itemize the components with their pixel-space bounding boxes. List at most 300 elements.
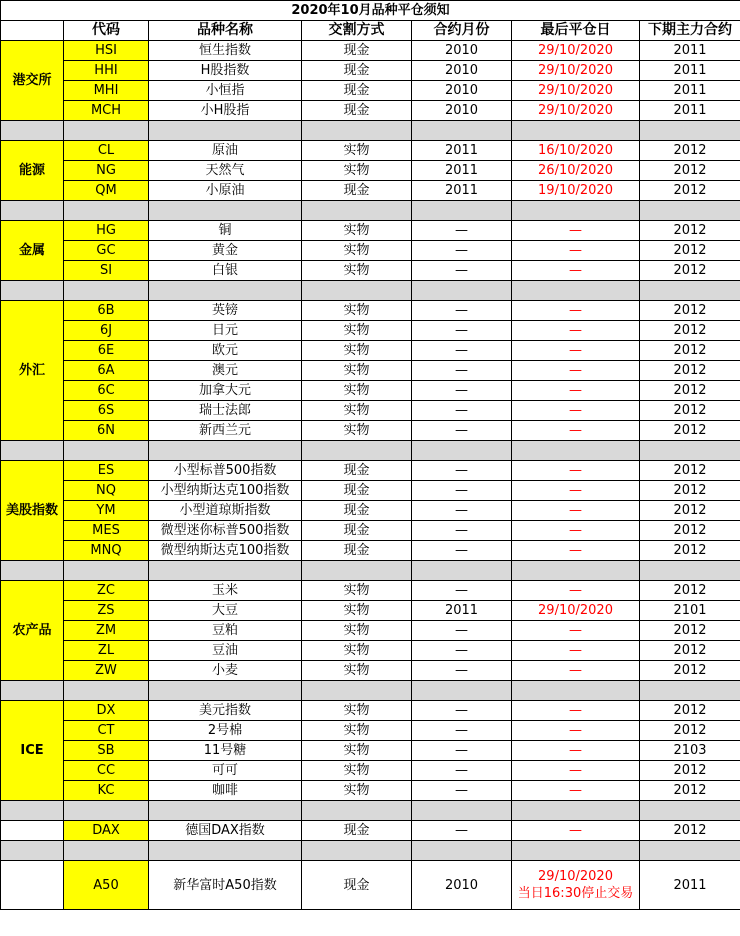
product-code: GC xyxy=(64,241,149,261)
delivery-method: 实物 xyxy=(302,781,412,801)
product-code: HHI xyxy=(64,61,149,81)
product-name: 恒生指数 xyxy=(149,41,302,61)
separator-cell xyxy=(302,121,412,141)
separator-cell xyxy=(1,201,64,221)
next-main-contract: 2012 xyxy=(640,661,740,681)
contract-month: 2010 xyxy=(412,861,512,910)
separator-row xyxy=(1,121,740,141)
table-row xyxy=(1,241,740,261)
separator-cell xyxy=(512,561,640,581)
delivery-method: 实物 xyxy=(302,381,412,401)
delivery-method: 实物 xyxy=(302,221,412,241)
group-label xyxy=(1,861,64,910)
separator-cell xyxy=(412,281,512,301)
group-label: 金属 xyxy=(1,221,64,281)
table-row xyxy=(1,101,740,121)
table-row xyxy=(1,601,740,621)
separator-row xyxy=(1,841,740,861)
separator-cell xyxy=(640,441,740,461)
separator-cell xyxy=(64,441,149,461)
contract-month: 2010 xyxy=(412,41,512,61)
table-row xyxy=(1,301,740,321)
separator-cell xyxy=(512,281,640,301)
table-row xyxy=(1,141,740,161)
table-row xyxy=(1,421,740,441)
contract-month: 2010 xyxy=(412,61,512,81)
contract-month: 2011 xyxy=(412,181,512,201)
group-label: ICE xyxy=(1,701,64,801)
last-close-day: — xyxy=(512,421,640,441)
contract-month: — xyxy=(412,641,512,661)
last-close-day: 29/10/2020 xyxy=(512,601,640,621)
contract-month: — xyxy=(412,341,512,361)
product-code: MHI xyxy=(64,81,149,101)
contract-month: 2011 xyxy=(412,601,512,621)
last-close-day: — xyxy=(512,661,640,681)
product-code: NG xyxy=(64,161,149,181)
last-close-day: — xyxy=(512,781,640,801)
separator-cell xyxy=(149,201,302,221)
separator-cell xyxy=(64,561,149,581)
product-code: 6N xyxy=(64,421,149,441)
separator-cell xyxy=(640,201,740,221)
contract-month: — xyxy=(412,781,512,801)
product-code: KC xyxy=(64,781,149,801)
delivery-method: 实物 xyxy=(302,321,412,341)
product-code: A50 xyxy=(64,861,149,910)
product-name: 铜 xyxy=(149,221,302,241)
last-close-day: 29/10/2020 xyxy=(512,61,640,81)
product-code: MCH xyxy=(64,101,149,121)
delivery-method: 实物 xyxy=(302,141,412,161)
table-title: 2020年10月品种平仓须知 xyxy=(1,1,740,21)
product-name: 天然气 xyxy=(149,161,302,181)
product-code: MNQ xyxy=(64,541,149,561)
last-close-day: — xyxy=(512,461,640,481)
last-close-day: — xyxy=(512,481,640,501)
group-label: 能源 xyxy=(1,141,64,201)
product-name: 咖啡 xyxy=(149,781,302,801)
last-close-day: — xyxy=(512,581,640,601)
contract-month: 2011 xyxy=(412,141,512,161)
separator-row xyxy=(1,441,740,461)
separator-row xyxy=(1,281,740,301)
table-row xyxy=(1,501,740,521)
next-main-contract: 2012 xyxy=(640,301,740,321)
separator-cell xyxy=(302,681,412,701)
header-delivery: 交割方式 xyxy=(302,21,412,41)
product-name: 小型标普500指数 xyxy=(149,461,302,481)
product-code: ZS xyxy=(64,601,149,621)
product-code: 6A xyxy=(64,361,149,381)
separator-cell xyxy=(64,681,149,701)
delivery-method: 现金 xyxy=(302,501,412,521)
separator-cell xyxy=(302,201,412,221)
separator-cell xyxy=(149,281,302,301)
product-name: 英镑 xyxy=(149,301,302,321)
separator-cell xyxy=(1,441,64,461)
next-main-contract: 2012 xyxy=(640,361,740,381)
product-code: CT xyxy=(64,721,149,741)
product-name: 欧元 xyxy=(149,341,302,361)
next-main-contract: 2012 xyxy=(640,341,740,361)
contract-month: — xyxy=(412,661,512,681)
last-close-day: 29/10/2020 xyxy=(512,101,640,121)
product-name: 豆油 xyxy=(149,641,302,661)
separator-cell xyxy=(412,441,512,461)
contract-month: — xyxy=(412,501,512,521)
product-name: 瑞士法郎 xyxy=(149,401,302,421)
contract-month: — xyxy=(412,521,512,541)
product-name: 可可 xyxy=(149,761,302,781)
contract-month: — xyxy=(412,361,512,381)
next-main-contract: 2012 xyxy=(640,501,740,521)
product-code: ZC xyxy=(64,581,149,601)
table-row xyxy=(1,781,740,801)
last-close-day: — xyxy=(512,761,640,781)
header-row xyxy=(1,21,740,41)
last-close-day: — xyxy=(512,541,640,561)
separator-cell xyxy=(512,801,640,821)
delivery-method: 实物 xyxy=(302,721,412,741)
delivery-method: 实物 xyxy=(302,361,412,381)
product-code: 6J xyxy=(64,321,149,341)
last-close-day: — xyxy=(512,261,640,281)
delivery-method: 现金 xyxy=(302,101,412,121)
next-main-contract: 2012 xyxy=(640,521,740,541)
product-code: QM xyxy=(64,181,149,201)
product-name: 新华富时A50指数 xyxy=(149,861,302,910)
table-row xyxy=(1,341,740,361)
product-name: 玉米 xyxy=(149,581,302,601)
delivery-method: 实物 xyxy=(302,701,412,721)
next-main-contract: 2012 xyxy=(640,241,740,261)
group-label: 美股指数 xyxy=(1,461,64,561)
last-close-day: — xyxy=(512,521,640,541)
separator-cell xyxy=(1,281,64,301)
product-code: YM xyxy=(64,501,149,521)
separator-cell xyxy=(512,441,640,461)
product-name: 11号糖 xyxy=(149,741,302,761)
separator-cell xyxy=(412,801,512,821)
contract-month: — xyxy=(412,461,512,481)
table-row xyxy=(1,81,740,101)
separator-cell xyxy=(512,841,640,861)
product-code: MES xyxy=(64,521,149,541)
next-main-contract: 2012 xyxy=(640,461,740,481)
contract-month: 2011 xyxy=(412,161,512,181)
last-close-day: — xyxy=(512,501,640,521)
product-code: NQ xyxy=(64,481,149,501)
table-row xyxy=(1,861,740,910)
separator-cell xyxy=(1,841,64,861)
separator-row xyxy=(1,681,740,701)
product-name: 小麦 xyxy=(149,661,302,681)
product-name: 新西兰元 xyxy=(149,421,302,441)
next-main-contract: 2011 xyxy=(640,61,740,81)
last-close-day: — xyxy=(512,221,640,241)
product-name: 小型道琼斯指数 xyxy=(149,501,302,521)
next-main-contract: 2101 xyxy=(640,601,740,621)
next-main-contract: 2012 xyxy=(640,381,740,401)
table-row xyxy=(1,381,740,401)
product-code: ZL xyxy=(64,641,149,661)
delivery-method: 实物 xyxy=(302,241,412,261)
last-close-day: 26/10/2020 xyxy=(512,161,640,181)
delivery-method: 实物 xyxy=(302,261,412,281)
separator-cell xyxy=(1,121,64,141)
group-label: 港交所 xyxy=(1,41,64,121)
header-month: 合约月份 xyxy=(412,21,512,41)
product-code: ES xyxy=(64,461,149,481)
contract-month: — xyxy=(412,541,512,561)
contract-month: — xyxy=(412,621,512,641)
separator-cell xyxy=(412,201,512,221)
delivery-method: 实物 xyxy=(302,161,412,181)
separator-cell xyxy=(640,121,740,141)
product-code: SB xyxy=(64,741,149,761)
contract-month: — xyxy=(412,261,512,281)
product-code: CL xyxy=(64,141,149,161)
delivery-method: 现金 xyxy=(302,61,412,81)
separator-cell xyxy=(149,121,302,141)
next-main-contract: 2103 xyxy=(640,741,740,761)
next-main-contract: 2012 xyxy=(640,421,740,441)
product-name: 德国DAX指数 xyxy=(149,821,302,841)
separator-cell xyxy=(302,441,412,461)
last-close-day: — xyxy=(512,401,640,421)
next-main-contract: 2012 xyxy=(640,321,740,341)
product-code: ZM xyxy=(64,621,149,641)
next-main-contract: 2012 xyxy=(640,641,740,661)
next-main-contract: 2012 xyxy=(640,161,740,181)
delivery-method: 实物 xyxy=(302,341,412,361)
product-name: 小H股指 xyxy=(149,101,302,121)
contract-month: — xyxy=(412,381,512,401)
separator-cell xyxy=(149,841,302,861)
contract-month: — xyxy=(412,821,512,841)
separator-cell xyxy=(512,121,640,141)
table-row xyxy=(1,821,740,841)
product-name: 2号棉 xyxy=(149,721,302,741)
next-main-contract: 2012 xyxy=(640,181,740,201)
next-main-contract: 2011 xyxy=(640,41,740,61)
separator-cell xyxy=(64,841,149,861)
next-main-contract: 2012 xyxy=(640,221,740,241)
last-close-day: — xyxy=(512,701,640,721)
product-name: 原油 xyxy=(149,141,302,161)
last-close-date: 29/10/2020 xyxy=(538,869,613,884)
separator-cell xyxy=(64,201,149,221)
table-row xyxy=(1,181,740,201)
product-name: 小原油 xyxy=(149,181,302,201)
contract-month: — xyxy=(412,761,512,781)
delivery-method: 现金 xyxy=(302,481,412,501)
last-close-day: — xyxy=(512,821,640,841)
last-close-day: — xyxy=(512,321,640,341)
table-row xyxy=(1,701,740,721)
table-row xyxy=(1,41,740,61)
product-name: 澳元 xyxy=(149,361,302,381)
delivery-method: 实物 xyxy=(302,741,412,761)
separator-cell xyxy=(149,681,302,701)
separator-cell xyxy=(149,441,302,461)
last-close-day: — xyxy=(512,721,640,741)
separator-row xyxy=(1,561,740,581)
table-row xyxy=(1,581,740,601)
next-main-contract: 2012 xyxy=(640,481,740,501)
contract-month: — xyxy=(412,701,512,721)
delivery-method: 实物 xyxy=(302,421,412,441)
table-row xyxy=(1,261,740,281)
next-main-contract: 2011 xyxy=(640,81,740,101)
contract-month: — xyxy=(412,481,512,501)
separator-cell xyxy=(1,561,64,581)
header-code: 代码 xyxy=(64,21,149,41)
next-main-contract: 2011 xyxy=(640,101,740,121)
next-main-contract: 2012 xyxy=(640,821,740,841)
last-close-day xyxy=(512,861,640,910)
product-name: 黄金 xyxy=(149,241,302,261)
delivery-method: 现金 xyxy=(302,181,412,201)
separator-cell xyxy=(512,201,640,221)
separator-cell xyxy=(640,801,740,821)
next-main-contract: 2012 xyxy=(640,621,740,641)
table-row xyxy=(1,321,740,341)
table-row xyxy=(1,641,740,661)
last-close-day: — xyxy=(512,361,640,381)
next-main-contract: 2012 xyxy=(640,261,740,281)
product-code: CC xyxy=(64,761,149,781)
table-row xyxy=(1,761,740,781)
delivery-method: 现金 xyxy=(302,521,412,541)
separator-cell xyxy=(302,801,412,821)
delivery-method: 实物 xyxy=(302,621,412,641)
product-code: 6E xyxy=(64,341,149,361)
last-close-day: 29/10/2020 xyxy=(512,41,640,61)
separator-cell xyxy=(1,681,64,701)
product-name: 微型迷你标普500指数 xyxy=(149,521,302,541)
delivery-method: 现金 xyxy=(302,81,412,101)
last-close-day: — xyxy=(512,641,640,661)
product-code: ZW xyxy=(64,661,149,681)
product-name: 豆粕 xyxy=(149,621,302,641)
table-row xyxy=(1,161,740,181)
last-close-day: — xyxy=(512,741,640,761)
table-row xyxy=(1,361,740,381)
product-code: 6C xyxy=(64,381,149,401)
product-code: HG xyxy=(64,221,149,241)
separator-cell xyxy=(640,561,740,581)
delivery-method: 实物 xyxy=(302,661,412,681)
contract-month: — xyxy=(412,741,512,761)
product-code: 6S xyxy=(64,401,149,421)
product-code: 6B xyxy=(64,301,149,321)
delivery-method: 实物 xyxy=(302,401,412,421)
separator-cell xyxy=(412,841,512,861)
last-close-day: 16/10/2020 xyxy=(512,141,640,161)
separator-cell xyxy=(302,561,412,581)
contract-month: — xyxy=(412,321,512,341)
product-name: 白银 xyxy=(149,261,302,281)
contract-month: — xyxy=(412,301,512,321)
delivery-method: 实物 xyxy=(302,601,412,621)
separator-cell xyxy=(64,121,149,141)
separator-row xyxy=(1,801,740,821)
delivery-method: 现金 xyxy=(302,821,412,841)
group-label: 外汇 xyxy=(1,301,64,441)
separator-cell xyxy=(640,281,740,301)
product-name: 加拿大元 xyxy=(149,381,302,401)
product-code: DX xyxy=(64,701,149,721)
contract-month: — xyxy=(412,221,512,241)
last-close-day: — xyxy=(512,381,640,401)
contract-month: — xyxy=(412,241,512,261)
contract-month: — xyxy=(412,721,512,741)
separator-cell xyxy=(149,561,302,581)
delivery-method: 实物 xyxy=(302,581,412,601)
table-row xyxy=(1,461,740,481)
last-close-day: — xyxy=(512,621,640,641)
table-row xyxy=(1,741,740,761)
next-main-contract: 2011 xyxy=(640,861,740,910)
separator-cell xyxy=(64,801,149,821)
separator-cell xyxy=(1,801,64,821)
separator-cell xyxy=(64,281,149,301)
product-name: 微型纳斯达克100指数 xyxy=(149,541,302,561)
separator-cell xyxy=(302,281,412,301)
separator-cell xyxy=(412,561,512,581)
table-row xyxy=(1,721,740,741)
separator-cell xyxy=(512,681,640,701)
group-label xyxy=(1,821,64,841)
separator-cell xyxy=(149,801,302,821)
table-row xyxy=(1,661,740,681)
product-name: 日元 xyxy=(149,321,302,341)
delivery-method: 实物 xyxy=(302,761,412,781)
table-row xyxy=(1,401,740,421)
next-main-contract: 2012 xyxy=(640,401,740,421)
header-last-day: 最后平仓日 xyxy=(512,21,640,41)
delivery-method: 现金 xyxy=(302,41,412,61)
next-main-contract: 2012 xyxy=(640,701,740,721)
separator-cell xyxy=(302,841,412,861)
next-main-contract: 2012 xyxy=(640,141,740,161)
next-main-contract: 2012 xyxy=(640,721,740,741)
last-close-day: 29/10/2020 xyxy=(512,81,640,101)
delivery-method: 实物 xyxy=(302,641,412,661)
product-code: DAX xyxy=(64,821,149,841)
table-row xyxy=(1,621,740,641)
header-blank xyxy=(1,21,64,41)
next-main-contract: 2012 xyxy=(640,581,740,601)
separator-row xyxy=(1,201,740,221)
table-row xyxy=(1,61,740,81)
separator-cell xyxy=(640,841,740,861)
next-main-contract: 2012 xyxy=(640,541,740,561)
product-name: H股指数 xyxy=(149,61,302,81)
separator-cell xyxy=(412,121,512,141)
delivery-method: 现金 xyxy=(302,541,412,561)
group-label: 农产品 xyxy=(1,581,64,681)
contract-month: — xyxy=(412,581,512,601)
product-name: 小恒指 xyxy=(149,81,302,101)
last-close-day: — xyxy=(512,301,640,321)
contract-month: — xyxy=(412,401,512,421)
delivery-method: 现金 xyxy=(302,461,412,481)
last-close-day: — xyxy=(512,341,640,361)
next-main-contract: 2012 xyxy=(640,781,740,801)
